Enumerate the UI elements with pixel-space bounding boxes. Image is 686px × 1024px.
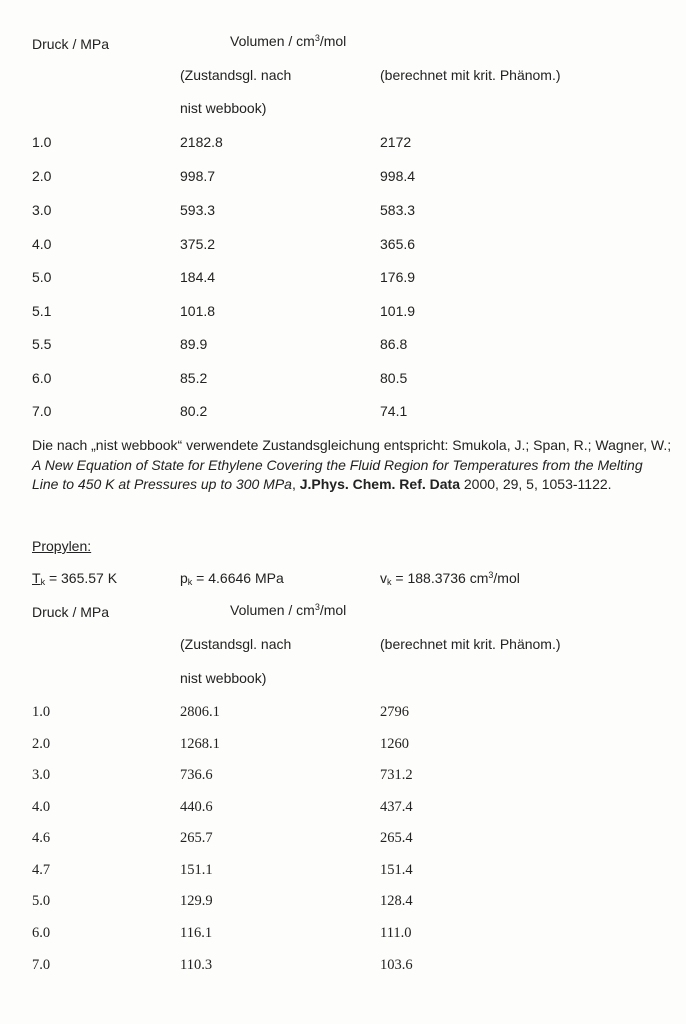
volume-eos-cell: 85.2 [180, 370, 208, 386]
pressure-cell: 2.0 [32, 736, 51, 752]
volume-eos-cell: 129.9 [180, 893, 213, 909]
propylene-col3-header: (berechnet mit krit. Phänom.) [380, 636, 561, 652]
volume-eos-cell: 265.7 [180, 830, 213, 846]
ethylene-col2-header-line2: nist webbook) [180, 100, 267, 116]
volume-eos-cell: 440.6 [180, 799, 213, 815]
volume-eos-cell: 1268.1 [180, 736, 220, 752]
pressure-cell: 4.7 [32, 862, 51, 878]
volume-calc-cell: 583.3 [380, 202, 416, 218]
volume-calc-cell: 74.1 [380, 403, 408, 419]
pressure-cell: 1.0 [32, 134, 52, 150]
volume-eos-cell: 2806.1 [180, 704, 220, 720]
pressure-cell: 4.6 [32, 830, 51, 846]
volume-eos-cell: 184.4 [180, 269, 216, 285]
volume-calc-cell: 998.4 [380, 168, 416, 184]
pressure-cell: 6.0 [32, 925, 51, 941]
pressure-cell: 3.0 [32, 202, 52, 218]
volume-calc-cell: 265.4 [380, 830, 413, 846]
pressure-cell: 2.0 [32, 168, 52, 184]
volume-eos-cell: 998.7 [180, 168, 216, 184]
volume-eos-cell: 2182.8 [180, 134, 223, 150]
pressure-cell: 7.0 [32, 403, 52, 419]
volume-eos-cell: 110.3 [180, 957, 213, 973]
volume-calc-cell: 151.4 [380, 862, 413, 878]
volume-eos-cell: 375.2 [180, 236, 216, 252]
propylene-volume-header: Volumen / $cm^3$/mol [230, 602, 347, 618]
volume-calc-cell: 176.9 [380, 269, 416, 285]
volume-eos-cell: 151.1 [180, 862, 213, 878]
critical-volume: $v_k = 188.3736$ $cm^3$/mol [380, 570, 520, 587]
propylene-section-title: Propylen: [32, 538, 92, 554]
volume-calc-cell: 103.6 [380, 957, 413, 973]
volume-calc-cell: 1260 [380, 736, 409, 752]
pressure-cell: 5.0 [32, 269, 52, 285]
pressure-cell: 1.0 [32, 704, 51, 720]
reference-title: A New Equation of State for Ethylene Covering the Fluid Region for Temperatures from the Melting Line to 450 K at Pressures up to 300 MPa [32, 456, 643, 492]
critical-temperature: $T_k = 365.57$ K [32, 570, 118, 587]
reference-journal: J.Phys. Chem. Ref. Data [299, 476, 460, 492]
pressure-cell: 6.0 [32, 370, 52, 386]
pressure-cell: 3.0 [32, 767, 51, 783]
volume-calc-cell: 80.5 [380, 370, 408, 386]
volume-eos-cell: 89.9 [180, 336, 208, 352]
volume-calc-cell: 731.2 [380, 767, 413, 783]
propylene-pressure-header: Druck / MPa [32, 604, 110, 620]
volume-calc-cell: 2172 [380, 134, 412, 150]
pressure-cell: 4.0 [32, 799, 51, 815]
propylene-col2-header-line1: (Zustandsgl. nach [180, 636, 292, 652]
volume-eos-cell: 101.8 [180, 303, 216, 319]
volume-eos-cell: 116.1 [180, 925, 213, 941]
pressure-cell: 5.1 [32, 303, 52, 319]
pressure-cell: 5.5 [32, 336, 52, 352]
reference-paragraph: Die nach „nist webbook“ verwendete Zustandsgleichung entspricht: Smukola, J.; Span, R.; Wagner, W.; A New Equation of State for Ethylene Covering the Fluid Region for Temperatures from the Melting Line to 450 K at Pressures up to 300 MPa, J.Phys. Chem. Ref. Data 2000, 29, 5, 1053-1122. [32, 437, 672, 492]
volume-calc-cell: 2796 [380, 704, 409, 720]
volume-eos-cell: 736.6 [180, 767, 213, 783]
volume-calc-cell: 365.6 [380, 236, 416, 252]
ethylene-pressure-header: Druck / MPa [32, 36, 110, 52]
pressure-cell: 4.0 [32, 236, 52, 252]
volume-calc-cell: 101.9 [380, 303, 416, 319]
volume-calc-cell: 128.4 [380, 893, 413, 909]
pressure-cell: 5.0 [32, 893, 51, 909]
ethylene-col3-header: (berechnet mit krit. Phänom.) [380, 67, 561, 83]
volume-calc-cell: 437.4 [380, 799, 413, 815]
ethylene-volume-header: Volumen / $cm^3$/mol [230, 33, 347, 49]
ethylene-col2-header-line1: (Zustandsgl. nach [180, 67, 292, 83]
pressure-cell: 7.0 [32, 957, 51, 973]
volume-calc-cell: 111.0 [380, 925, 412, 941]
volume-calc-cell: 86.8 [380, 336, 408, 352]
propylene-col2-header-line2: nist webbook) [180, 670, 267, 686]
volume-eos-cell: 80.2 [180, 403, 208, 419]
volume-eos-cell: 593.3 [180, 202, 216, 218]
critical-pressure: $p_k = 4.6646$ MPa [180, 570, 284, 587]
